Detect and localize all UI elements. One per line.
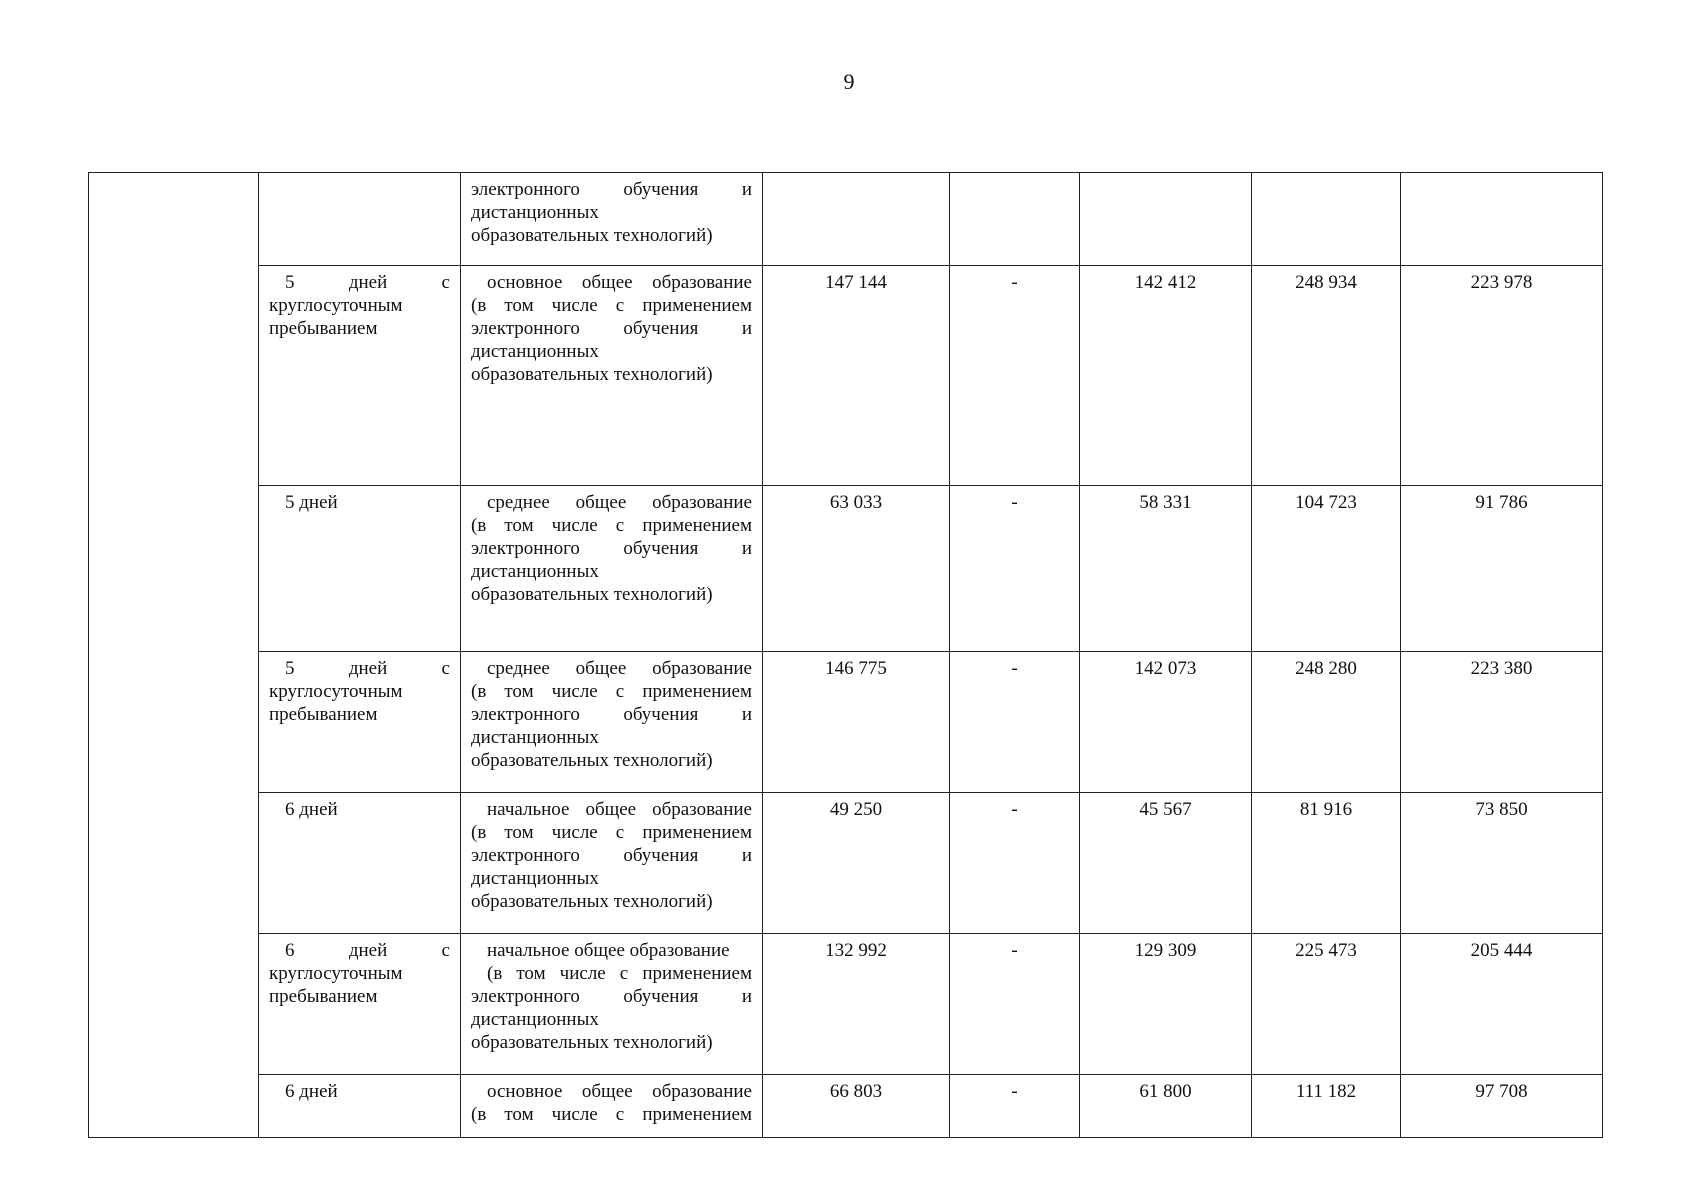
- group-cell: [89, 1075, 259, 1138]
- education-level-cell: [461, 934, 763, 1075]
- value-cell-col5: [950, 173, 1080, 266]
- education-level-line: [471, 726, 752, 749]
- period-line: [269, 271, 450, 294]
- education-level-cell: [461, 173, 763, 266]
- table-body: [89, 173, 1603, 1138]
- period-line: [269, 985, 450, 1008]
- period-cell: [259, 934, 461, 1075]
- education-level-text: (в том числе с применением: [471, 1104, 752, 1125]
- period-text: 6 дней: [285, 799, 338, 820]
- education-level-line: [471, 1031, 752, 1054]
- education-level-line: [471, 560, 752, 583]
- education-level-text: (в том числе с применением: [487, 963, 752, 984]
- education-level-line: [471, 798, 752, 821]
- education-level-text: электронного обучения и: [471, 845, 752, 866]
- education-level-line: [471, 1080, 752, 1103]
- value-cell-col5: -: [950, 793, 1080, 934]
- education-level-text: среднее общее образование: [487, 492, 752, 513]
- table-row: [89, 266, 1603, 486]
- education-level-text: образовательных технологий): [471, 750, 713, 771]
- period-line: [269, 657, 450, 680]
- education-level-line: [471, 962, 752, 985]
- education-level-text: электронного обучения и: [471, 986, 752, 1007]
- value-cell-col7: 81 916: [1252, 793, 1401, 934]
- education-level-line: [471, 317, 752, 340]
- period-text: круглосуточным: [269, 963, 403, 984]
- value-cell-col7: 104 723: [1252, 486, 1401, 652]
- period-text: пребыванием: [269, 318, 378, 339]
- education-level-line: [471, 749, 752, 772]
- value-cell-col6: 45 567: [1080, 793, 1252, 934]
- education-level-text: дистанционных: [471, 727, 599, 748]
- period-text: 5 дней с: [285, 272, 450, 293]
- period-line: [269, 939, 450, 962]
- education-level-line: [471, 363, 752, 386]
- education-level-text: (в том числе с применением: [471, 295, 752, 316]
- period-text: пребыванием: [269, 704, 378, 725]
- education-level-text: образовательных технологий): [471, 364, 713, 385]
- period-cell: [259, 1075, 461, 1138]
- table-row: [89, 173, 1603, 266]
- table-row: [89, 793, 1603, 934]
- value-cell-col6: 129 309: [1080, 934, 1252, 1075]
- education-level-line: [471, 537, 752, 560]
- value-cell-col7: 248 934: [1252, 266, 1401, 486]
- table-row: [89, 652, 1603, 793]
- value-cell-col4: 49 250: [763, 793, 950, 934]
- education-level-line: [471, 1103, 752, 1126]
- value-cell-col7: 111 182: [1252, 1075, 1401, 1138]
- value-cell-col7: 225 473: [1252, 934, 1401, 1075]
- period-text: 5 дней: [285, 492, 338, 513]
- period-cell: [259, 173, 461, 266]
- group-cell: [89, 173, 259, 266]
- period-line: [269, 962, 450, 985]
- period-line: [269, 680, 450, 703]
- education-level-line: [471, 340, 752, 363]
- education-level-line: [471, 680, 752, 703]
- table-row: [89, 1075, 1603, 1138]
- education-level-cell: [461, 266, 763, 486]
- period-cell: [259, 486, 461, 652]
- education-level-text: (в том числе с применением: [471, 681, 752, 702]
- education-level-line: [471, 294, 752, 317]
- value-cell-col6: [1080, 173, 1252, 266]
- education-level-line: [471, 583, 752, 606]
- education-level-line: [471, 985, 752, 1008]
- period-cell: [259, 266, 461, 486]
- value-cell-col8: 73 850: [1401, 793, 1603, 934]
- value-cell-col6: 61 800: [1080, 1075, 1252, 1138]
- period-line: [269, 317, 450, 340]
- value-cell-col8: 91 786: [1401, 486, 1603, 652]
- tariff-table: [88, 172, 1603, 1138]
- value-cell-col5: -: [950, 486, 1080, 652]
- table-row: [89, 934, 1603, 1075]
- value-cell-col4: [763, 173, 950, 266]
- education-level-line: [471, 271, 752, 294]
- education-level-line: [471, 844, 752, 867]
- period-line: [269, 798, 450, 821]
- value-cell-col5: -: [950, 652, 1080, 793]
- value-cell-col6: 142 073: [1080, 652, 1252, 793]
- education-level-text: электронного обучения и: [471, 179, 752, 200]
- education-level-cell: [461, 652, 763, 793]
- value-cell-col6: 58 331: [1080, 486, 1252, 652]
- period-text: круглосуточным: [269, 295, 403, 316]
- period-text: 6 дней с: [285, 940, 450, 961]
- group-cell: [89, 793, 259, 934]
- education-level-text: электронного обучения и: [471, 704, 752, 725]
- education-level-text: начальное общее образование: [487, 940, 730, 961]
- education-level-text: (в том числе с применением: [471, 515, 752, 536]
- education-level-line: [471, 890, 752, 913]
- education-level-line: [471, 491, 752, 514]
- education-level-text: образовательных технологий): [471, 891, 713, 912]
- value-cell-col5: -: [950, 266, 1080, 486]
- education-level-line: [471, 703, 752, 726]
- education-level-cell: [461, 793, 763, 934]
- value-cell-col8: 223 380: [1401, 652, 1603, 793]
- education-level-text: начальное общее образование: [487, 799, 752, 820]
- education-level-line: [471, 514, 752, 537]
- period-text: пребыванием: [269, 986, 378, 1007]
- value-cell-col4: 147 144: [763, 266, 950, 486]
- period-line: [269, 491, 450, 514]
- period-text: 6 дней: [285, 1081, 338, 1102]
- value-cell-col8: 205 444: [1401, 934, 1603, 1075]
- education-level-text: дистанционных: [471, 341, 599, 362]
- period-cell: [259, 652, 461, 793]
- education-level-text: основное общее образование: [487, 272, 752, 293]
- education-level-text: дистанционных: [471, 868, 599, 889]
- group-cell: [89, 652, 259, 793]
- value-cell-col8: [1401, 173, 1603, 266]
- education-level-line: [471, 821, 752, 844]
- education-level-line: [471, 867, 752, 890]
- group-cell: [89, 266, 259, 486]
- table-row: [89, 486, 1603, 652]
- value-cell-col8: 223 978: [1401, 266, 1603, 486]
- period-cell: [259, 793, 461, 934]
- value-cell-col4: 63 033: [763, 486, 950, 652]
- page-number: 9: [843, 69, 855, 94]
- education-level-line: [471, 939, 752, 962]
- education-level-line: [471, 201, 752, 224]
- education-level-text: дистанционных: [471, 202, 599, 223]
- education-level-text: основное общее образование: [487, 1081, 752, 1102]
- education-level-text: образовательных технологий): [471, 584, 713, 605]
- group-cell: [89, 934, 259, 1075]
- education-level-text: дистанционных: [471, 1009, 599, 1030]
- value-cell-col4: 66 803: [763, 1075, 950, 1138]
- period-line: [269, 1080, 450, 1103]
- education-level-text: дистанционных: [471, 561, 599, 582]
- value-cell-col8: 97 708: [1401, 1075, 1603, 1138]
- period-text: 5 дней с: [285, 658, 450, 679]
- value-cell-col4: 132 992: [763, 934, 950, 1075]
- value-cell-col6: 142 412: [1080, 266, 1252, 486]
- period-line: [269, 703, 450, 726]
- education-level-text: электронного обучения и: [471, 538, 752, 559]
- education-level-line: [471, 1008, 752, 1031]
- period-text: круглосуточным: [269, 681, 403, 702]
- education-level-text: образовательных технологий): [471, 1032, 713, 1053]
- education-level-text: (в том числе с применением: [471, 822, 752, 843]
- group-cell: [89, 486, 259, 652]
- education-level-line: [471, 178, 752, 201]
- education-level-cell: [461, 1075, 763, 1138]
- value-cell-col7: [1252, 173, 1401, 266]
- education-level-cell: [461, 486, 763, 652]
- education-level-text: среднее общее образование: [487, 658, 752, 679]
- education-level-line: [471, 224, 752, 247]
- education-level-text: образовательных технологий): [471, 225, 713, 246]
- value-cell-col7: 248 280: [1252, 652, 1401, 793]
- education-level-line: [471, 657, 752, 680]
- value-cell-col5: -: [950, 1075, 1080, 1138]
- value-cell-col5: -: [950, 934, 1080, 1075]
- education-level-text: электронного обучения и: [471, 318, 752, 339]
- period-line: [269, 294, 450, 317]
- value-cell-col4: 146 775: [763, 652, 950, 793]
